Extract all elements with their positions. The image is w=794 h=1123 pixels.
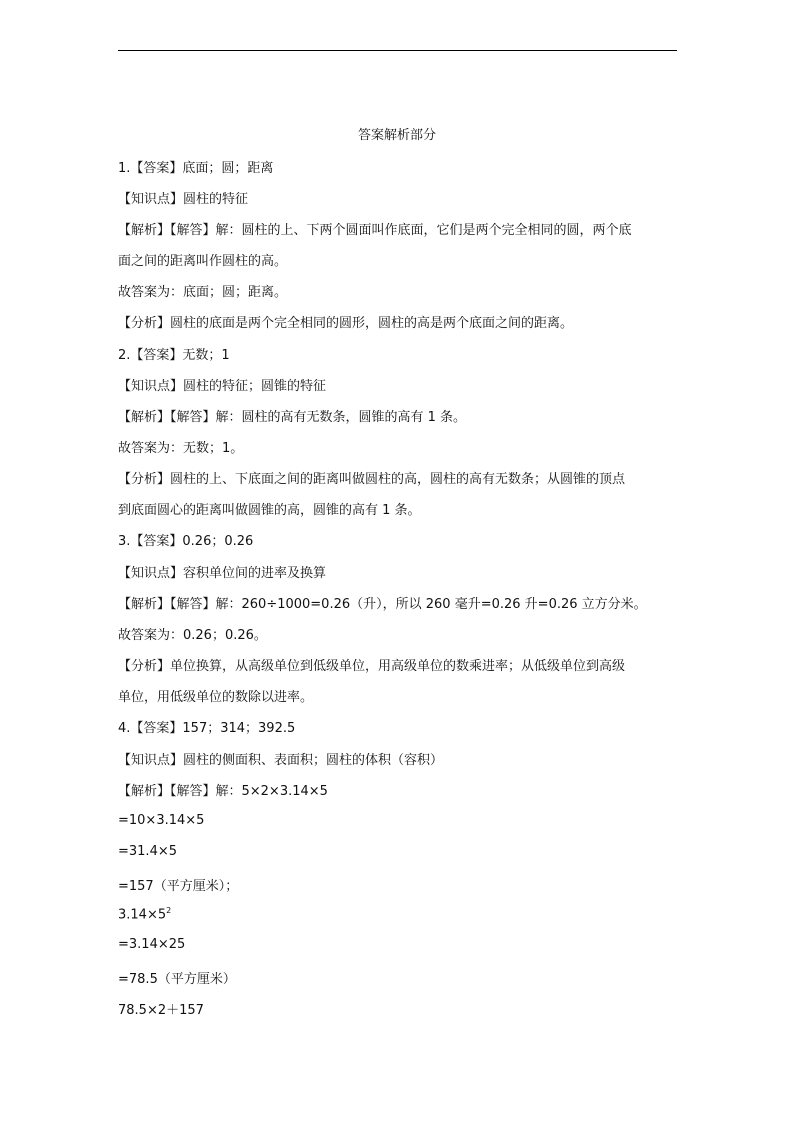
text-line: 【解析】【解答】解：260÷1000=0.26（升），所以 260 毫升=0.26 升=0.26 立方分米。: [118, 597, 647, 612]
text-line: 【解析】【解答】解：5×2×3.14×5: [118, 784, 328, 799]
text-line: 【解析】【解答】解：圆柱的上、下两个圆面叫作底面，它们是两个完全相同的圆，两个底: [118, 223, 632, 238]
text-line: 单位，用低级单位的数除以进率。: [118, 690, 314, 705]
superscript: 2: [166, 906, 172, 915]
text-line: 3.【答案】0.26；0.26: [118, 534, 254, 549]
text-line: 到底面圆心的距离叫做圆锥的高，圆锥的高有 1 条。: [118, 503, 421, 518]
text-line: 78.5×2＋157: [118, 1003, 204, 1018]
text-line: 4.【答案】157；314；392.5: [118, 721, 296, 736]
text-line: 【解析】【解答】解：圆柱的高有无数条，圆锥的高有 1 条。: [118, 410, 467, 425]
text-line: 【知识点】圆柱的侧面积、表面积；圆柱的体积（容积）: [118, 753, 444, 768]
text-line: =157（平方厘米）；: [118, 879, 239, 894]
text-line: 故答案为：底面；圆；距离。: [118, 285, 288, 300]
text-line: 【分析】单位换算，从高级单位到低级单位，用高级单位的数乘进率；从低级单位到高级: [118, 659, 626, 674]
text-line: 2.【答案】无数；1: [118, 348, 230, 363]
text-line: 面之间的距离叫作圆柱的高。: [118, 254, 288, 269]
text-line: 【分析】圆柱的上、下底面之间的距离叫做圆柱的高，圆柱的高有无数条；从圆锥的顶点: [118, 472, 626, 487]
text-line: [118, 906, 171, 922]
text-line: 故答案为：无数；1。: [118, 441, 244, 456]
text-line-main: 3.14×5: [118, 907, 167, 923]
text-line: 【分析】圆柱的底面是两个完全相同的圆形，圆柱的高是两个底面之间的距离。: [118, 316, 574, 331]
text-line: =78.5（平方厘米）: [118, 972, 236, 987]
text-line: =10×3.14×5: [118, 813, 205, 828]
header-rule: [118, 50, 677, 51]
text-line: 故答案为：0.26；0.26。: [118, 628, 267, 643]
text-line: 【知识点】容积单位间的进率及换算: [118, 566, 327, 581]
text-line: 【知识点】圆柱的特征: [118, 192, 249, 207]
text-line: =3.14×25: [118, 937, 186, 952]
text-line: 1.【答案】底面；圆；距离: [118, 161, 274, 176]
page-title: 答案解析部分: [357, 128, 436, 143]
text-line: =31.4×5: [118, 844, 178, 859]
text-line: 【知识点】圆柱的特征；圆锥的特征: [118, 379, 327, 394]
